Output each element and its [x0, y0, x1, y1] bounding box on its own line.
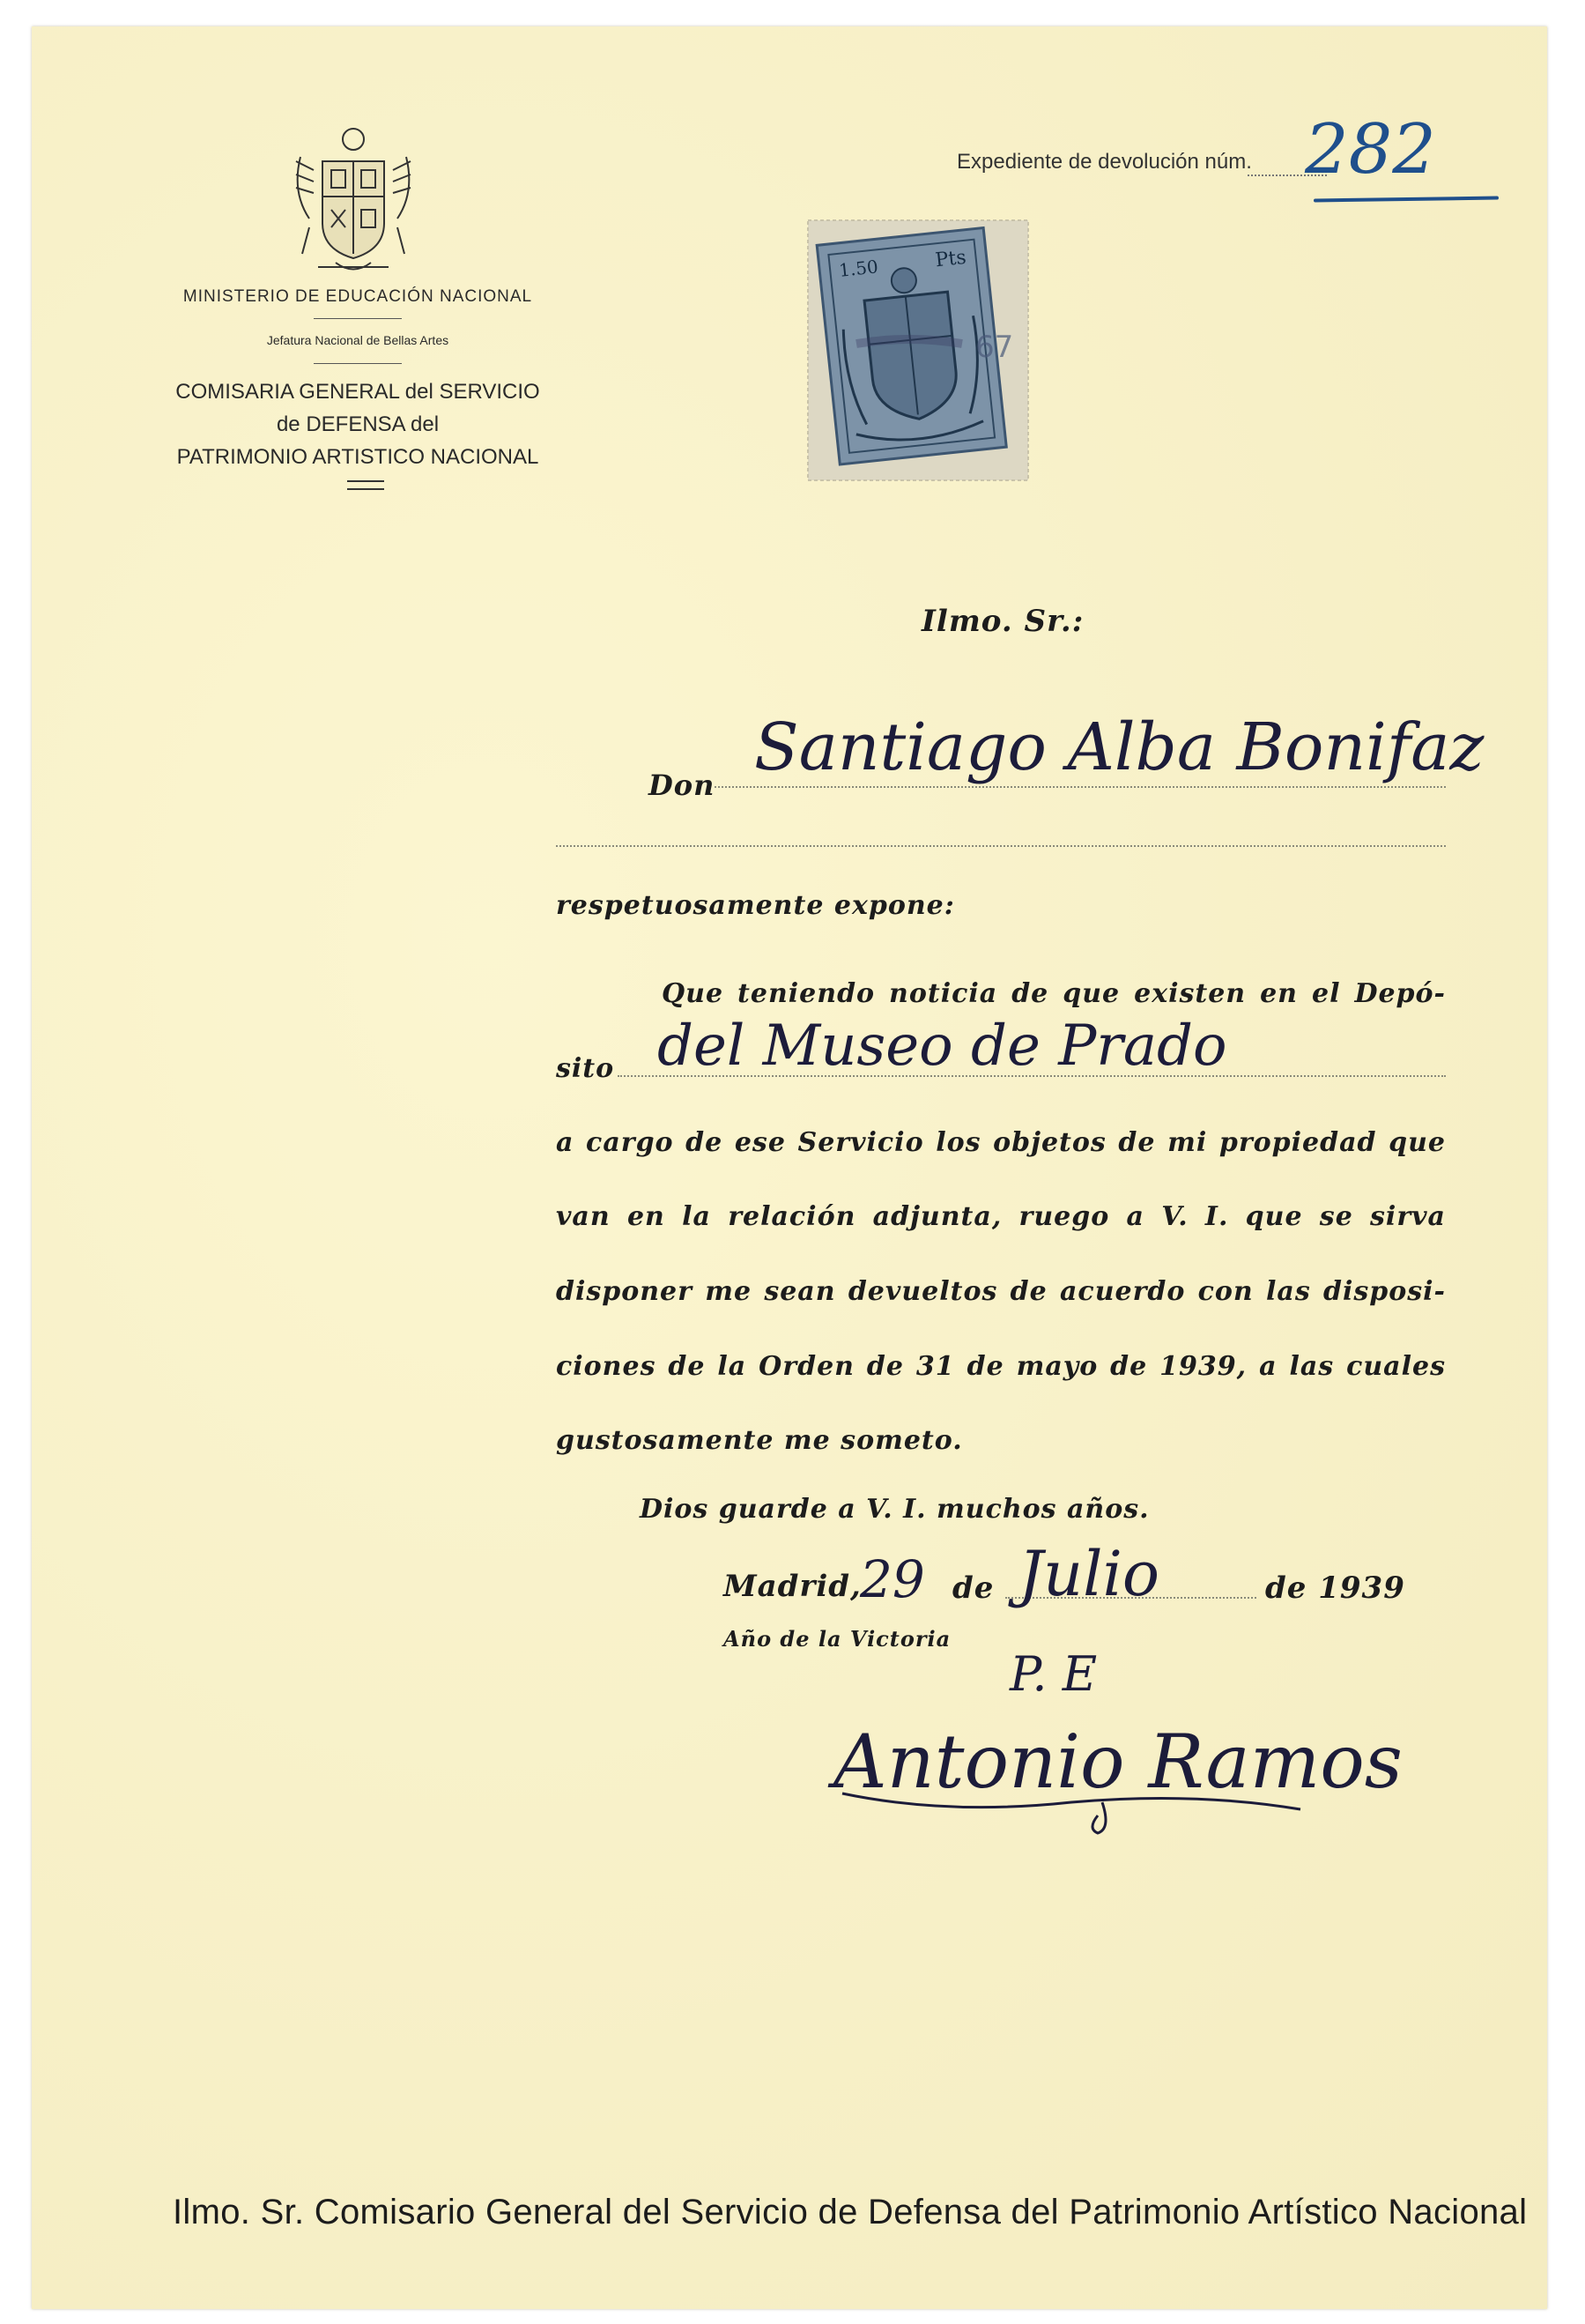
ministry-name: MINISTERIO DE EDUCACIÓN NACIONAL — [182, 287, 533, 306]
stamp-unit: Pts — [934, 246, 967, 272]
stamp-overprint: 67 — [975, 330, 1014, 365]
paragraph-line: disponer me sean devueltos de acuerdo con las disposi- — [556, 1276, 1446, 1307]
handwritten-month: Julio — [1018, 1538, 1160, 1610]
expediente-number: 282 — [1305, 110, 1436, 189]
comisaria-line-2: de DEFENSA del — [276, 412, 440, 436]
paragraph-line: ciones de la Orden de 31 de mayo de 1939, a las cuales — [556, 1351, 1446, 1382]
stamp-value: 1.50 — [838, 256, 879, 281]
de-label: de — [952, 1570, 995, 1606]
paragraph-line: gustosamente me someto. — [556, 1425, 963, 1456]
expediente-underline — [1314, 197, 1499, 203]
don-label: Don — [648, 768, 715, 802]
document-sheet — [32, 26, 1547, 2309]
jefatura-name: Jefatura Nacional de Bellas Artes — [266, 333, 449, 347]
closing-text: Dios guarde a V. I. muchos años. — [640, 1494, 1150, 1525]
expediente-label: Expediente de devolución núm. — [957, 150, 1252, 174]
salutation: Ilmo. Sr.: — [922, 604, 1085, 639]
revenue-stamp-icon — [804, 216, 1033, 485]
paragraph-line: van en la relación adjunta, ruego a V. I. que se sirva — [556, 1201, 1446, 1232]
divider — [314, 363, 402, 364]
comisaria-line-1: COMISARIA GENERAL del SERVICIO — [175, 380, 540, 404]
signature-flourish-icon — [838, 1767, 1314, 1838]
expone-text: respetuosamente expone: — [556, 890, 955, 921]
sito-label: sito — [556, 1053, 615, 1084]
dotted-fill-line — [715, 786, 1446, 788]
ano-victoria: Año de la Victoria — [723, 1626, 952, 1652]
place-label: Madrid, — [723, 1569, 862, 1604]
divider — [314, 318, 402, 319]
dotted-fill-line — [556, 845, 1446, 847]
footer-addressee: Ilmo. Sr. Comisario General del Servicio de Defensa del Patrimonio Artístico Nacional — [173, 2193, 1528, 2231]
handwritten-deposit: del Museo de Prado — [657, 1014, 1227, 1079]
paragraph-line: Que teniendo noticia de que existen en el Depó- — [662, 978, 1446, 1009]
paragraph-line: a cargo de ese Servicio los objetos de mi propiedad que — [556, 1127, 1446, 1158]
comisaria-line-3: PATRIMONIO ARTISTICO NACIONAL — [176, 445, 539, 469]
year-label: de 1939 — [1265, 1570, 1405, 1606]
handwritten-name: Santiago Alba Bonifaz — [754, 709, 1485, 785]
signature: Antonio Ramos — [833, 1719, 1403, 1805]
double-rule — [347, 480, 384, 490]
handwritten-pe: P. E — [1010, 1646, 1098, 1702]
coat-of-arms-icon — [283, 122, 424, 285]
handwritten-day: 29 — [860, 1549, 925, 1609]
